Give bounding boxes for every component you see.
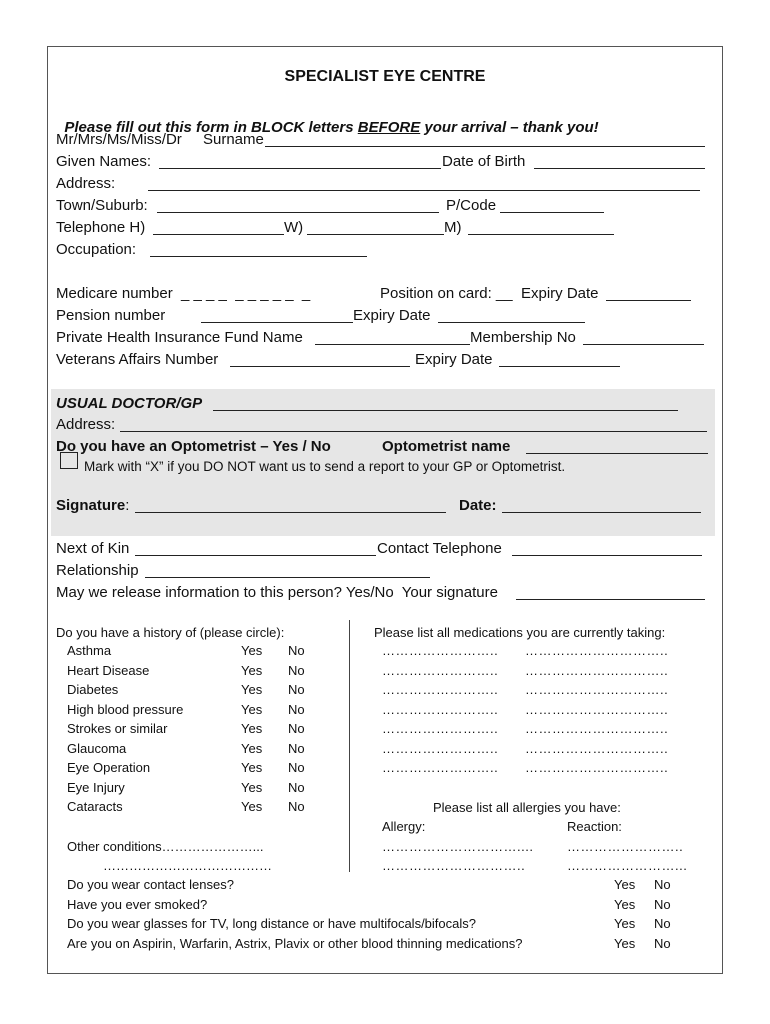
- condition-yes-option[interactable]: Yes: [241, 662, 263, 678]
- condition-yes-option[interactable]: Yes: [241, 682, 263, 697]
- release-question: May we release information to this person? Yes/No Your signature: [56, 584, 498, 601]
- condition-yes-option[interactable]: Yes: [241, 740, 263, 756]
- pension-label: Pension number: [56, 307, 166, 324]
- condition-label: Eye Operation: [67, 760, 151, 775]
- medications-heading: Please list all medications you are currently taking:: [374, 625, 666, 640]
- allergy-row-1-allergy[interactable]: …………………………....: [382, 839, 534, 854]
- condition-yes-option[interactable]: Yes: [241, 779, 263, 795]
- health-fund-field[interactable]: [315, 344, 470, 345]
- condition-label: Cataracts: [67, 799, 123, 814]
- condition-yes-option[interactable]: Yes: [241, 799, 263, 814]
- instruction-text-start: Please fill out this form in BLOCK letters: [64, 119, 358, 136]
- medication-name-entry[interactable]: ……………………..: [382, 682, 499, 697]
- condition-label: Heart Disease: [67, 662, 150, 678]
- form-title: SPECIALIST EYE CENTRE: [284, 68, 486, 85]
- relationship-field[interactable]: [145, 577, 430, 578]
- allergies-heading: Please list all allergies you have:: [433, 800, 621, 815]
- town-label: Town/Suburb:: [56, 197, 148, 214]
- next-of-kin-field[interactable]: [135, 555, 376, 556]
- surname-field[interactable]: [265, 146, 705, 147]
- veterans-label: Veterans Affairs Number: [56, 351, 219, 368]
- medication-name-entry[interactable]: ……………………..: [382, 701, 499, 717]
- question-no-option[interactable]: No: [654, 935, 671, 951]
- pension-field[interactable]: [201, 322, 353, 323]
- condition-yes-option[interactable]: Yes: [241, 721, 263, 736]
- other-conditions-line2: …………………………………: [103, 858, 272, 873]
- allergy-row-1-reaction[interactable]: ……………………..: [567, 839, 684, 854]
- signature-text: Signature: [56, 497, 126, 514]
- allergy-label: Allergy:: [382, 819, 426, 834]
- condition-label: Glaucoma: [67, 740, 127, 756]
- usual-doctor-field[interactable]: [213, 410, 678, 411]
- veterans-expiry-label: Expiry Date: [415, 351, 493, 368]
- condition-no-option[interactable]: No: [288, 682, 305, 697]
- medication-dose-entry[interactable]: …………………………..: [525, 662, 669, 678]
- column-divider: [349, 620, 350, 872]
- medication-name-entry[interactable]: ……………………..: [382, 662, 499, 678]
- medication-dose-entry[interactable]: …………………………..: [525, 701, 669, 717]
- medication-name-entry[interactable]: ……………………..: [382, 760, 499, 775]
- health-fund-label: Private Health Insurance Fund Name: [56, 329, 303, 346]
- release-signature-field[interactable]: [516, 599, 705, 600]
- mobile-field[interactable]: [468, 234, 614, 235]
- medicare-expiry-field[interactable]: [606, 300, 691, 301]
- optometrist-question: Do you have an Optometrist – Yes / No: [56, 438, 331, 455]
- question-label: Have you ever smoked?: [67, 896, 208, 912]
- medicare-blanks[interactable]: _ _ _ _ _ _ _ _ _ _: [181, 285, 311, 302]
- optometrist-name-field[interactable]: [526, 453, 708, 454]
- condition-yes-option[interactable]: Yes: [241, 701, 263, 717]
- signature-label: [56, 497, 129, 515]
- dob-label: Date of Birth: [442, 153, 526, 170]
- reaction-label: Reaction:: [567, 819, 622, 834]
- question-no-option[interactable]: No: [654, 877, 671, 892]
- medication-name-entry[interactable]: ……………………..: [382, 740, 499, 756]
- town-field[interactable]: [157, 212, 439, 213]
- medicare-label: Medicare number: [56, 285, 173, 302]
- condition-yes-option[interactable]: Yes: [241, 643, 263, 658]
- condition-no-option[interactable]: No: [288, 721, 305, 736]
- optometrist-name-label: Optometrist name: [382, 438, 511, 455]
- medication-dose-entry[interactable]: …………………………..: [525, 760, 669, 775]
- question-label: Do you wear glasses for TV, long distance or have multifocals/bifocals?: [67, 916, 476, 931]
- home-phone-field[interactable]: [153, 234, 284, 235]
- address-field[interactable]: [148, 190, 700, 191]
- telephone-label: Telephone H): [56, 219, 146, 236]
- medication-dose-entry[interactable]: …………………………..: [525, 682, 669, 697]
- condition-no-option[interactable]: No: [288, 740, 305, 756]
- question-label: Are you on Aspirin, Warfarin, Astrix, Plavix or other blood thinning medications?: [67, 935, 523, 951]
- address-label: Address:: [56, 175, 116, 192]
- report-note: Mark with “X” if you DO NOT want us to send a report to your GP or Optometrist.: [84, 459, 566, 474]
- contact-phone-field[interactable]: [512, 555, 702, 556]
- membership-field[interactable]: [583, 344, 704, 345]
- occupation-label: Occupation:: [56, 241, 137, 258]
- question-yes-option[interactable]: Yes: [614, 916, 636, 931]
- next-of-kin-label: Next of Kin: [56, 540, 130, 557]
- pension-expiry-field[interactable]: [438, 322, 585, 323]
- doctor-address-field[interactable]: [120, 431, 707, 432]
- medication-dose-entry[interactable]: …………………………..: [525, 643, 669, 658]
- postcode-field[interactable]: [500, 212, 604, 213]
- signature-colon: :: [125, 497, 130, 514]
- condition-no-option[interactable]: No: [288, 643, 305, 658]
- condition-no-option[interactable]: No: [288, 779, 305, 795]
- medication-name-entry[interactable]: ……………………..: [382, 721, 499, 736]
- question-no-option[interactable]: No: [654, 896, 671, 912]
- title-label: Mr/Mrs/Ms/Miss/Dr: [56, 131, 182, 148]
- condition-label: Diabetes: [67, 682, 119, 697]
- question-no-option[interactable]: No: [654, 916, 671, 931]
- allergy-row-2-reaction[interactable]: ……………………...: [567, 858, 688, 873]
- medication-dose-entry[interactable]: …………………………..: [525, 721, 669, 736]
- instruction-emphasis: BEFORE: [357, 119, 421, 136]
- pension-expiry-label: Expiry Date: [353, 307, 431, 324]
- mobile-label: M): [444, 219, 462, 236]
- condition-no-option[interactable]: No: [288, 760, 305, 775]
- membership-label: Membership No: [470, 329, 576, 346]
- condition-label: Asthma: [67, 643, 112, 658]
- contact-phone-label: Contact Telephone: [377, 540, 502, 557]
- condition-no-option[interactable]: No: [288, 799, 305, 814]
- medicare-expiry-label: Expiry Date: [521, 285, 599, 302]
- veterans-field[interactable]: [230, 366, 410, 367]
- dob-field[interactable]: [534, 168, 705, 169]
- usual-doctor-label: USUAL DOCTOR/GP: [56, 395, 203, 412]
- veterans-expiry-field[interactable]: [499, 366, 620, 367]
- surname-label: Surname: [203, 131, 264, 148]
- given-names-label: Given Names:: [56, 153, 152, 170]
- question-label: Do you wear contact lenses?: [67, 877, 234, 892]
- medication-name-entry[interactable]: ……………………..: [382, 643, 499, 658]
- condition-no-option[interactable]: No: [288, 662, 305, 678]
- position-on-card-label: Position on card: __: [380, 285, 513, 302]
- relationship-label: Relationship: [56, 562, 139, 579]
- date-field[interactable]: [502, 512, 701, 513]
- medication-dose-entry[interactable]: …………………………..: [525, 740, 669, 756]
- question-yes-option[interactable]: Yes: [614, 877, 636, 892]
- work-phone-field[interactable]: [307, 234, 444, 235]
- history-heading: Do you have a history of (please circle):: [56, 625, 285, 640]
- condition-label: Eye Injury: [67, 779, 125, 795]
- condition-label: High blood pressure: [67, 701, 184, 717]
- date-label: Date:: [459, 497, 497, 514]
- postcode-label: P/Code: [446, 197, 497, 214]
- other-conditions-label: Other conditions…………………...: [67, 839, 264, 854]
- occupation-field[interactable]: [150, 256, 367, 257]
- condition-yes-option[interactable]: Yes: [241, 760, 263, 775]
- question-yes-option[interactable]: Yes: [614, 935, 636, 951]
- given-names-field[interactable]: [159, 168, 441, 169]
- instruction-text-end: your arrival – thank you!: [420, 119, 599, 136]
- work-phone-label: W): [284, 219, 304, 236]
- question-yes-option[interactable]: Yes: [614, 896, 636, 912]
- allergy-row-2-allergy[interactable]: …………………………..: [382, 858, 526, 873]
- signature-field[interactable]: [135, 512, 446, 513]
- no-report-checkbox[interactable]: [60, 452, 78, 469]
- condition-no-option[interactable]: No: [288, 701, 305, 717]
- doctor-address-label: Address:: [56, 416, 116, 433]
- condition-label: Strokes or similar: [67, 721, 168, 736]
